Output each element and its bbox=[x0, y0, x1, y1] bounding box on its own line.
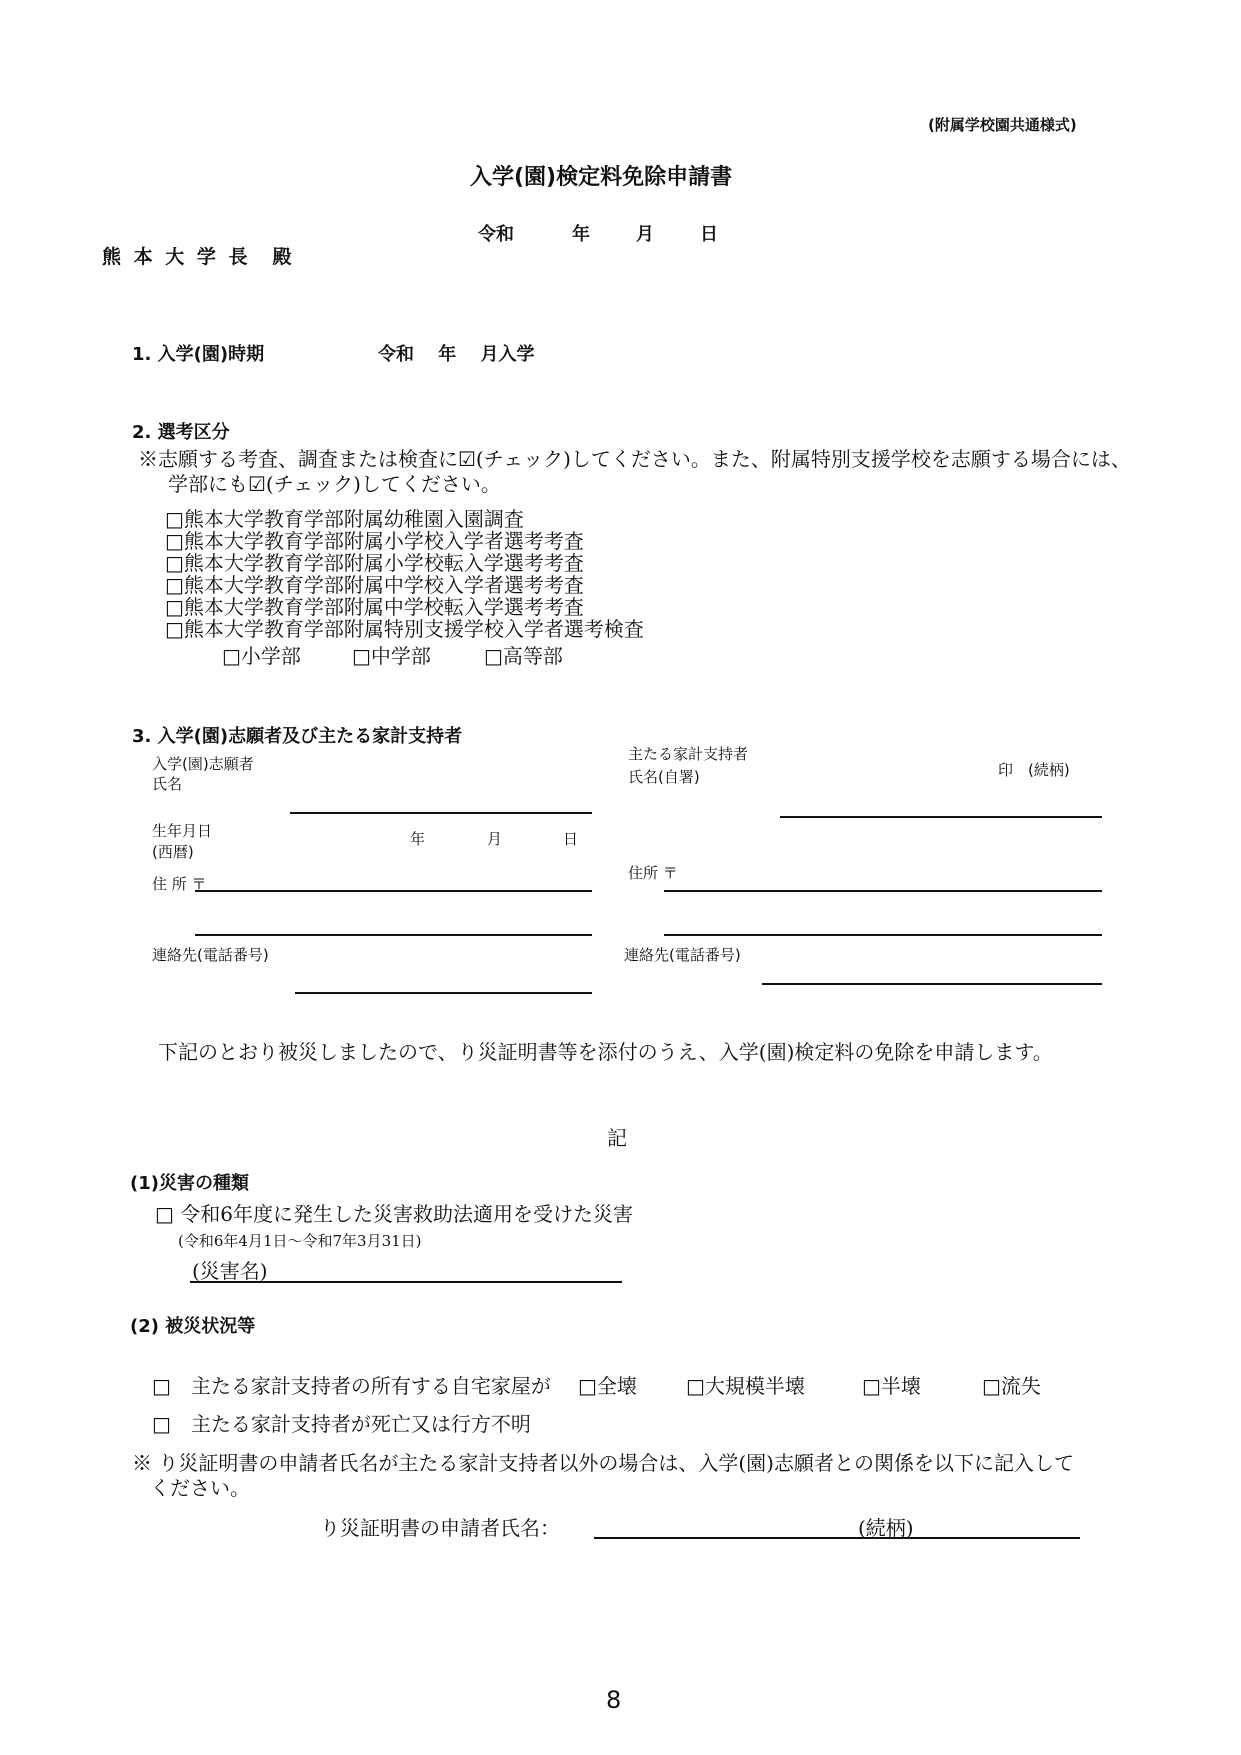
addressee: 熊 本 大 学 長 殿 bbox=[102, 246, 295, 268]
birth-date-label: 生年月日 bbox=[152, 822, 213, 840]
seal-relation-label: 印 (続柄) bbox=[998, 761, 1070, 779]
form-type-label: (附属学校園共通様式) bbox=[928, 116, 1077, 134]
applicant-contact-label: 連絡先(電話番号) bbox=[152, 946, 269, 964]
application-statement: 下記のとおり被災しましたので、り災証明書等を添付のうえ、入学(園)検定料の免除を申請します。 bbox=[158, 1040, 1053, 1064]
supporter-address-label: 住所 〒 bbox=[628, 864, 678, 882]
certificate-applicant-name-field[interactable] bbox=[594, 1537, 1080, 1539]
option-elementary-transfer[interactable]: □熊本大学教育学部附属小学校転入学選考考査 bbox=[165, 551, 584, 575]
damage-option-washed-away[interactable]: □流失 bbox=[982, 1374, 1041, 1398]
option-junior-high-entrance[interactable]: □熊本大学教育学部附属中学校入学者選考考査 bbox=[165, 573, 584, 597]
disaster-period: (令和6年4月1日～令和7年3月31日) bbox=[178, 1232, 422, 1250]
damage-note-line1: ※ り災証明書の申請者氏名が主たる家計支持者以外の場合は、入学(園)志願者との関係を以下に記入して bbox=[132, 1451, 1074, 1475]
supporter-name-label: 氏名(自署) bbox=[628, 768, 700, 786]
supporter-contact-field[interactable] bbox=[762, 983, 1102, 985]
supporter-name-field[interactable] bbox=[780, 816, 1102, 818]
disaster-name-field[interactable] bbox=[190, 1281, 622, 1283]
section2-heading: 2. 選考区分 bbox=[132, 422, 230, 443]
option-kindergarten[interactable]: □熊本大学教育学部附属幼稚園入園調査 bbox=[165, 507, 524, 531]
applicant-address-field-1[interactable] bbox=[195, 890, 592, 892]
supporter-contact-label: 連絡先(電話番号) bbox=[624, 946, 741, 964]
applicant-contact-field[interactable] bbox=[295, 992, 592, 994]
enrollment-period-value: 令和 年 月入学 bbox=[378, 344, 535, 365]
page-title: 入学(園)検定料免除申請書 bbox=[470, 165, 733, 190]
sub-option-high-school[interactable]: □高等部 bbox=[484, 644, 563, 668]
certificate-relation-label: (続柄) bbox=[858, 1516, 914, 1540]
disaster-name-label: (災害名) bbox=[192, 1259, 268, 1283]
certificate-applicant-name-label: り災証明書の申請者氏名： bbox=[320, 1516, 560, 1540]
applicant-name-label: 氏名 bbox=[152, 775, 183, 793]
applicant-label: 入学(園)志願者 bbox=[152, 755, 254, 773]
damage-option-total-collapse[interactable]: □全壊 bbox=[578, 1374, 637, 1398]
sub-option-elementary[interactable]: □小学部 bbox=[222, 644, 301, 668]
section2-note-line1: ※志願する考査、調査または検査に☑(チェック)してください。また、附属特別支援学校を志願する場合には、 bbox=[138, 447, 1131, 471]
birth-month-label: 月 bbox=[487, 830, 503, 848]
damage-death-missing-option[interactable]: □ 主たる家計支持者が死亡又は行方不明 bbox=[152, 1412, 531, 1436]
birth-date-era-label: (西暦) bbox=[152, 843, 194, 861]
damage-status-heading: (2) 被災状況等 bbox=[130, 1316, 256, 1337]
option-junior-high-transfer[interactable]: □熊本大学教育学部附属中学校転入学選考考査 bbox=[165, 595, 584, 619]
selection-options-list bbox=[165, 508, 644, 640]
page-number: 8 bbox=[606, 1686, 622, 1714]
section3-heading: 3. 入学(園)志願者及び主たる家計支持者 bbox=[132, 726, 463, 747]
supporter-label: 主たる家計支持者 bbox=[628, 745, 749, 763]
applicant-address-field-2[interactable] bbox=[195, 934, 592, 936]
damage-note-line2: ください。 bbox=[150, 1476, 250, 1500]
section1-heading: 1. 入学(園)時期 bbox=[132, 344, 265, 365]
applicant-address-label: 住 所 〒 bbox=[152, 875, 207, 893]
option-special-support[interactable]: □熊本大学教育学部附属特別支援学校入学者選考検査 bbox=[165, 617, 644, 641]
birth-day-label: 日 bbox=[563, 830, 579, 848]
applicant-name-field[interactable] bbox=[290, 812, 592, 814]
section2-note-line2: 学部にも☑(チェック)してください。 bbox=[168, 472, 501, 496]
disaster-type-heading: (1)災害の種類 bbox=[130, 1173, 249, 1194]
damage-option-half-collapse[interactable]: □半壊 bbox=[862, 1374, 921, 1398]
damage-house-option[interactable]: □ 主たる家計支持者の所有する自宅家屋が bbox=[152, 1374, 551, 1398]
birth-year-label: 年 bbox=[410, 830, 426, 848]
sub-option-junior-high[interactable]: □中学部 bbox=[352, 644, 431, 668]
option-elementary-entrance[interactable]: □熊本大学教育学部附属小学校入学者選考考査 bbox=[165, 529, 584, 553]
supporter-address-field-1[interactable] bbox=[664, 890, 1102, 892]
disaster-type-option[interactable]: □ 令和6年度に発生した災害救助法適用を受けた災害 bbox=[155, 1202, 633, 1226]
damage-option-large-half-collapse[interactable]: □大規模半壊 bbox=[686, 1374, 805, 1398]
supporter-address-field-2[interactable] bbox=[664, 934, 1102, 936]
ki-label: 記 bbox=[607, 1126, 627, 1150]
